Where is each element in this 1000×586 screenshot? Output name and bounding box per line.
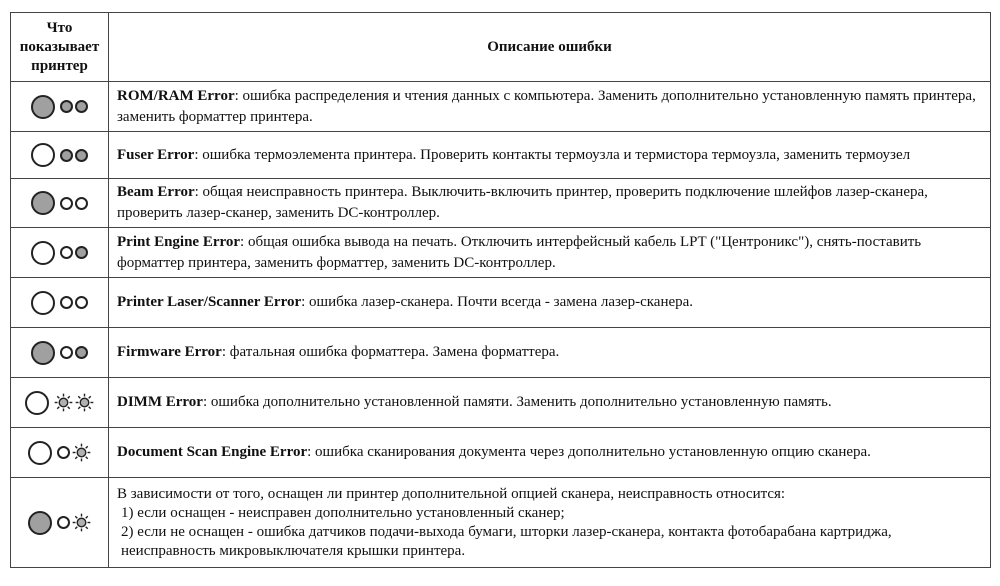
- description-cell: [109, 278, 991, 328]
- indicator-light-small-icon: [57, 516, 70, 529]
- error-description: : ошибка термоэлемента принтера. Проверить контакты термоузла и термистора термоузла, заменить термоузел: [194, 146, 911, 163]
- indicator-light-small-icon: [75, 246, 88, 259]
- indicator-lights: [28, 441, 91, 465]
- indicator-light-small-icon: [75, 149, 88, 162]
- table-row: [11, 328, 991, 378]
- indicator-light-big-icon: [31, 95, 55, 119]
- error-description: : ошибка дополнительно установленной памяти. Заменить дополнительно установленную память.: [202, 394, 832, 410]
- error-code: Printer Laser/Scanner Error: [117, 294, 302, 310]
- description-cell: [109, 478, 991, 568]
- indicator-light-big-icon: [31, 341, 55, 365]
- description-cell: [109, 179, 991, 228]
- blinking-light-icon: [54, 393, 73, 412]
- error-table: [10, 12, 991, 568]
- indicator-light-small-icon: [75, 100, 88, 113]
- table-row: [11, 82, 991, 132]
- error-code: Firmware Error: [117, 344, 222, 360]
- indicator-light-small-icon: [75, 197, 88, 210]
- table-row: [11, 478, 991, 568]
- indicator-lights: [31, 291, 88, 315]
- indicator-cell: [11, 228, 109, 278]
- indicator-light-small-icon: [75, 346, 88, 359]
- indicator-lights: [31, 143, 88, 167]
- indicator-light-small-icon: [60, 246, 73, 259]
- table-row: [11, 278, 991, 328]
- indicator-light-small-icon: [75, 296, 88, 309]
- indicator-cell: [11, 478, 109, 568]
- error-code: Fuser Error: [117, 146, 195, 163]
- indicator-light-big-icon: [31, 241, 55, 265]
- indicator-light-small-icon: [57, 446, 70, 459]
- header-line: принтер: [31, 57, 88, 74]
- description-cell: [109, 132, 991, 179]
- indicator-lights: [28, 511, 91, 535]
- description-column-header: Описание ошибки: [109, 13, 991, 82]
- indicator-light-small-icon: [60, 100, 73, 113]
- description-cell: [109, 428, 991, 478]
- error-description: : общая ошибка вывода на печать. Отключить интерфейсный кабель LPT ("Центроникс"), снять-поставить форматтер принтера, заменить форматтер, заменить DC-контроллер.: [117, 233, 922, 271]
- error-description: : ошибка сканирования документа через дополнительно установленную опцию сканера.: [307, 444, 871, 460]
- indicator-light-big-icon: [28, 511, 52, 535]
- description-cell: [109, 82, 991, 132]
- indicator-lights: [31, 341, 88, 365]
- blinking-light-icon: [75, 393, 94, 412]
- header-line: Что: [46, 19, 73, 36]
- indicator-cell: [11, 82, 109, 132]
- indicator-lights: [31, 191, 88, 215]
- indicator-cell: [11, 179, 109, 228]
- indicator-cell: [11, 132, 109, 179]
- indicator-cell: [11, 278, 109, 328]
- indicator-light-big-icon: [25, 391, 49, 415]
- indicator-lights: [31, 95, 88, 119]
- indicator-light-small-icon: [60, 296, 73, 309]
- indicator-light-small-icon: [60, 346, 73, 359]
- description-line: В зависимости от того, оснащен ли принтер дополнительной опцией сканера, неисправность относится:: [117, 485, 786, 502]
- indicator-light-big-icon: [31, 191, 55, 215]
- indicator-lights: [31, 241, 88, 265]
- description-cell: [109, 228, 991, 278]
- error-code: Document Scan Engine Error: [117, 444, 308, 460]
- description-line: 2) если не оснащен - ошибка датчиков подачи-выхода бумаги, шторки лазер-сканера, контакта фотобарабана картриджа, неисправность микровыключателя крышки принтера.: [121, 523, 892, 559]
- indicator-cell: [11, 328, 109, 378]
- indicator-light-big-icon: [31, 291, 55, 315]
- indicator-light-big-icon: [31, 143, 55, 167]
- error-description: : ошибка распределения и чтения данных с компьютера. Заменить дополнительно установленную память принтера, заменить форматтер принтера.: [117, 87, 976, 125]
- error-code: ROM/RAM Error: [117, 87, 235, 104]
- blinking-light-icon: [72, 513, 91, 532]
- table-header-row: [11, 13, 991, 82]
- description-cell: [109, 328, 991, 378]
- error-description: : фатальная ошибка форматтера. Замена форматтера.: [221, 344, 560, 360]
- indicator-light-small-icon: [60, 197, 73, 210]
- error-code: Print Engine Error: [117, 233, 241, 250]
- error-code: Beam Error: [117, 184, 195, 200]
- table-row: [11, 179, 991, 228]
- blinking-light-icon: [72, 443, 91, 462]
- indicator-light-big-icon: [28, 441, 52, 465]
- table-row: [11, 378, 991, 428]
- error-description: : общая неисправность принтера. Выключить-включить принтер, проверить подключение шлейфов лазер-сканера, проверить лазер-сканер, заменить DC-контроллер.: [117, 184, 928, 221]
- indicator-cell: [11, 428, 109, 478]
- error-code: DIMM Error: [117, 394, 203, 410]
- description-cell: [109, 378, 991, 428]
- table-row: [11, 228, 991, 278]
- description-line: 1) если оснащен - неисправен дополнительно установленный сканер;: [121, 504, 565, 521]
- indicator-column-header: [11, 13, 109, 82]
- error-description: : ошибка лазер-сканера. Почти всегда - замена лазер-сканера.: [301, 294, 694, 310]
- table-row: [11, 428, 991, 478]
- indicator-light-small-icon: [60, 149, 73, 162]
- table-row: [11, 132, 991, 179]
- header-line: показывает: [19, 38, 100, 55]
- indicator-lights: [25, 391, 94, 415]
- indicator-cell: [11, 378, 109, 428]
